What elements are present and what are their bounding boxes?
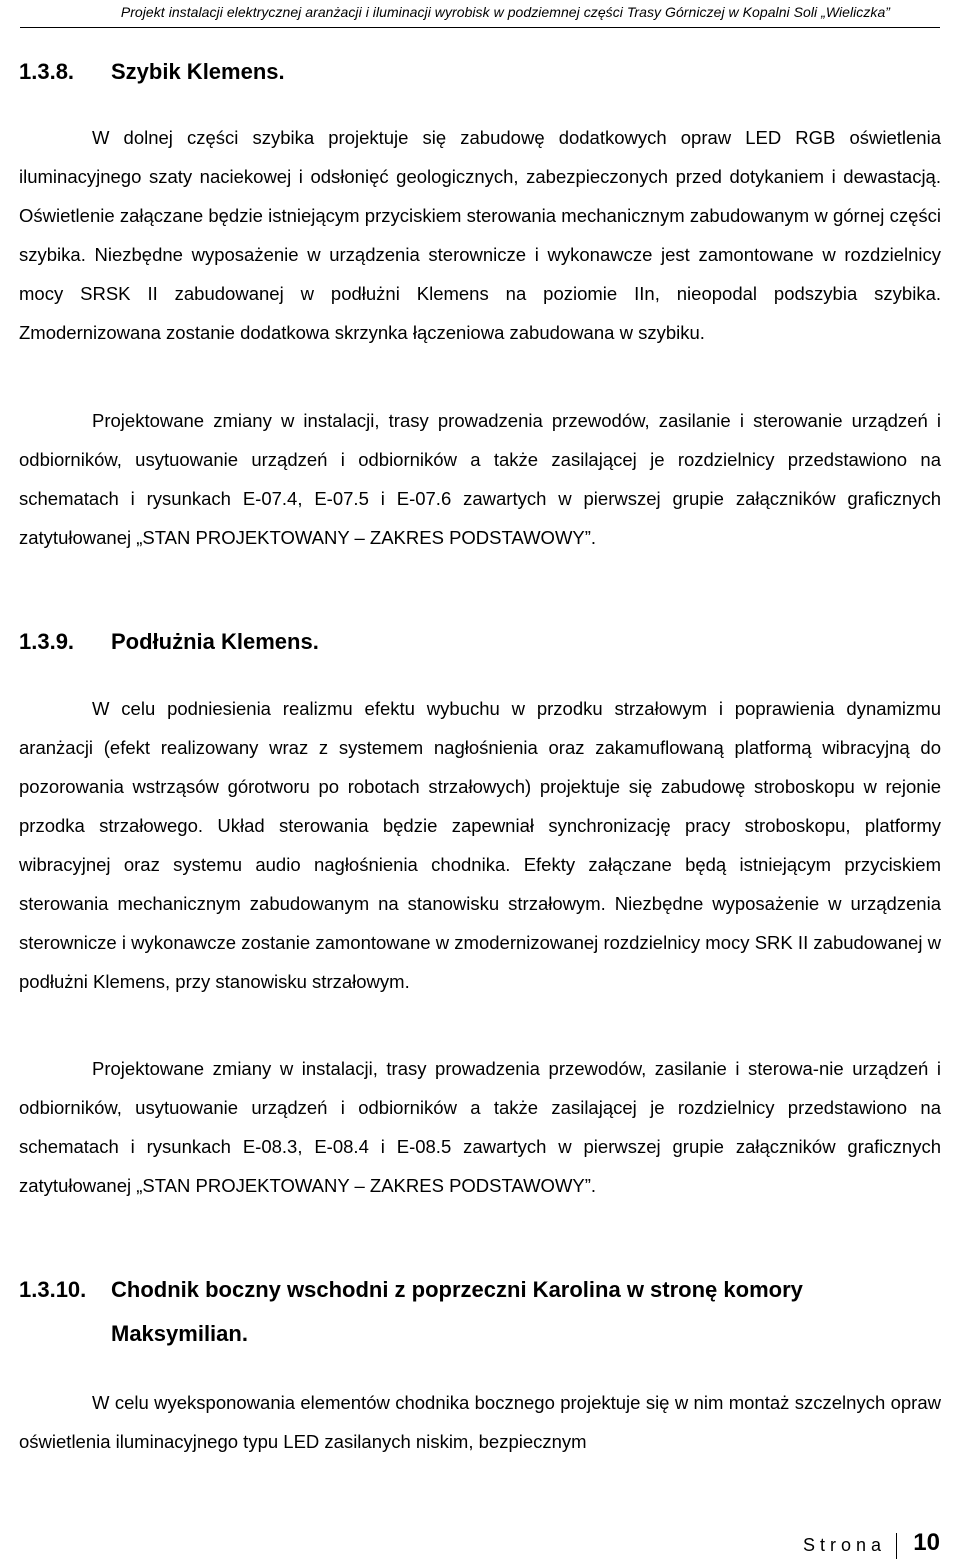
page-number: 10 [913, 1529, 940, 1556]
paragraph: W celu podniesienia realizmu efektu wybuchu w przodku strzałowym i poprawienia dynamizmu aranżacji (efekt realizowany wraz z systemem nagłośnienia oraz zakamuflowaną platformą wibracyjną do pozorowania wstrząsów górotworu po robotach strzałowych) projektuje się zabudowę stroboskopu w rejonie przodka strzałowego. Układ sterowania będzie zapewniał synchronizację pracy stroboskopu, platformy wibracyjnej oraz systemu audio nagłośnienia chodnika. Efekty załączane będą istniejącym przyciskiem sterowania mechanicznym zabudowanym na stanowisku strzałowym. Niezbędne wyposażenie w urządzenia sterownicze i wykonawcze zostanie zamontowane w zmodernizowanej rozdzielnicy mocy SRK II zabudowanej w podłużni Klemens, przy stanowisku strzałowym. [19, 698, 941, 992]
page-footer [0, 1520, 960, 1565]
section-title: Szybik Klemens. [111, 59, 285, 84]
paragraph: Projektowane zmiany w instalacji, trasy prowadzenia przewodów, zasilanie i sterowanie urządzeń i odbiorników, usytuowanie urządzeń i odbiorników a także zasilającej je rozdzielnicy przedstawiono na schematach i rysunkach E-07.4, E-07.5 i E-07.6 zawartych w pierwszej grupie załączników graficznych zatytułowanej „STAN PROJEKTOWANY – ZAKRES PODSTAWOWY”. [19, 410, 941, 548]
page-header [0, 0, 960, 36]
paragraph: Projektowane zmiany w instalacji, trasy prowadzenia przewodów, zasilanie i sterowa-nie urządzeń i odbiorników, usytuowanie urządzeń i odbiorników a także zasilającej je rozdzielnicy przedstawiono na schematach i rysunkach E-08.3, E-08.4 i E-08.5 zawartych w pierwszej grupie załączników graficznych zatytułowanej „STAN PROJEKTOWANY – ZAKRES PODSTAWOWY”. [19, 1058, 941, 1196]
section-title: Chodnik boczny wschodni z poprzeczni Karolina w stronę komory Maksymilian. [111, 1277, 803, 1346]
section-title: Podłużnia Klemens. [111, 629, 319, 654]
footer-page-label: Strona [802, 1535, 886, 1555]
section-number: 1.3.9. [19, 629, 75, 654]
footer-divider [896, 1533, 897, 1559]
section-number: 1.3.8. [19, 59, 75, 84]
header-title: Projekt instalacji elektrycznej aranżacji i iluminacji wyrobisk w podziemnej części Trasy Górniczej w Kopalni Soli „Wieliczka” [120, 4, 890, 20]
paragraph: W dolnej części szybika projektuje się zabudowę dodatkowych opraw LED RGB oświetlenia iluminacyjnego szaty naciekowej i odsłonięć geologicznych, zabezpieczonych przed dotykaniem i dewastacją. Oświetlenie załączane będzie istniejącym przyciskiem sterowania mechanicznym zabudowanym w górnej części szybika. Niezbędne wyposażenie w urządzenia sterownicze i wykonawcze jest zamontowane w rozdzielnicy mocy SRSK II zabudowanej w podłużni Klemens na poziomie IIn, nieopodal podszybia szybika. Zmodernizowana zostanie dodatkowa skrzynka łączeniowa zabudowana w szybiku. [19, 127, 941, 343]
section-number: 1.3.10. [19, 1277, 87, 1302]
header-divider [20, 27, 940, 28]
paragraph: W celu wyeksponowania elementów chodnika bocznego projektuje się w nim montaż szczelnych opraw oświetlenia iluminacyjnego typu LED zasilanych niskim, bezpiecznym [19, 1392, 941, 1452]
